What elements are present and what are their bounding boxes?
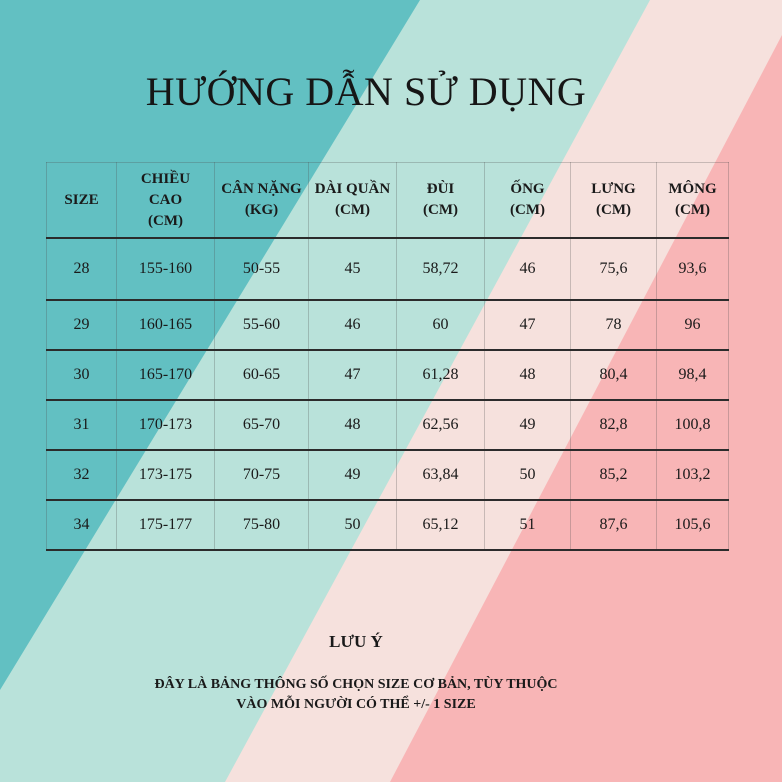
note-line: VÀO MỖI NGƯỜI CÓ THỂ +/- 1 SIZE [236,697,476,712]
column-header-text: (KG) [244,202,279,218]
table-cell-weight: 50-55 [215,238,309,300]
note-title: LƯU Ý [329,632,383,651]
table-cell-thigh: 63,84 [397,450,485,500]
table-row [47,400,729,450]
table-cell-leg-opening: 48 [485,350,571,400]
column-header-text: (CM) [675,202,710,218]
table-cell-hip: 105,6 [657,500,729,550]
column-header-text: CHIỀU [140,170,191,187]
column-header-text: (CM) [596,202,631,218]
column-header-height [117,163,215,239]
table-cell-leg-opening: 47 [485,300,571,350]
table-cell-leg-opening: 46 [485,238,571,300]
table-cell-size: 28 [47,238,117,300]
table-cell-height: 170-173 [117,400,215,450]
table-cell-weight: 60-65 [215,350,309,400]
column-header-text: CÂN NẶNG [221,181,302,197]
table-cell-thigh: 62,56 [397,400,485,450]
table-cell-height: 160-165 [117,300,215,350]
column-header-thigh [397,163,485,239]
table-cell-waist: 78 [571,300,657,350]
column-header-size [47,163,117,239]
table-cell-length: 46 [309,300,397,350]
table-cell-waist: 85,2 [571,450,657,500]
table-row [47,238,729,300]
column-header-text: ỐNG [510,181,545,197]
table-cell-size: 29 [47,300,117,350]
table-cell-height: 173-175 [117,450,215,500]
table-cell-thigh: 61,28 [397,350,485,400]
column-header-weight [215,163,309,239]
column-header-text: MÔNG [668,181,717,197]
table-cell-weight: 70-75 [215,450,309,500]
table-cell-waist: 82,8 [571,400,657,450]
table-cell-waist: 87,6 [571,500,657,550]
table-body [47,238,729,550]
column-header-waist [571,163,657,239]
table-row [47,300,729,350]
table-cell-leg-opening: 50 [485,450,571,500]
table-cell-waist: 75,6 [571,238,657,300]
column-header-text: LƯNG [591,181,636,197]
table-cell-hip: 100,8 [657,400,729,450]
column-header-text: (CM) [510,202,545,218]
table-cell-length: 47 [309,350,397,400]
size-chart-table [46,162,729,551]
table-cell-weight: 75-80 [215,500,309,550]
table-cell-hip: 93,6 [657,238,729,300]
column-header-text: (CM) [423,202,458,218]
table-cell-leg-opening: 49 [485,400,571,450]
table-cell-size: 30 [47,350,117,400]
table-cell-height: 175-177 [117,500,215,550]
table-cell-length: 49 [309,450,397,500]
table-header-row [47,163,729,239]
column-header-text: (CM) [335,202,370,218]
table-cell-thigh: 65,12 [397,500,485,550]
table-cell-length: 48 [309,400,397,450]
table-cell-size: 32 [47,450,117,500]
table-cell-hip: 96 [657,300,729,350]
table-cell-thigh: 60 [397,300,485,350]
table-cell-length: 45 [309,238,397,300]
table-row [47,500,729,550]
table-cell-leg-opening: 51 [485,500,571,550]
column-header-text: CAO [148,191,183,208]
column-header-length [309,163,397,239]
table-cell-hip: 103,2 [657,450,729,500]
note-line: ĐÂY LÀ BẢNG THÔNG SỐ CHỌN SIZE CƠ BẢN, TÙY THUỘC [154,677,558,692]
table-cell-weight: 65-70 [215,400,309,450]
table-cell-hip: 98,4 [657,350,729,400]
table-cell-thigh: 58,72 [397,238,485,300]
table-cell-size: 31 [47,400,117,450]
table-cell-height: 155-160 [117,238,215,300]
table-row [47,450,729,500]
table-cell-waist: 80,4 [571,350,657,400]
page-title: HƯỚNG DẪN SỬ DỤNG [145,69,587,114]
column-header-text: ĐÙI [426,181,455,197]
column-header-text: DÀI QUẦN [314,181,391,197]
column-header-leg-opening [485,163,571,239]
table-cell-size: 34 [47,500,117,550]
column-header-text: (CM) [148,212,183,229]
table-cell-weight: 55-60 [215,300,309,350]
table-cell-length: 50 [309,500,397,550]
table-cell-height: 165-170 [117,350,215,400]
table-row [47,350,729,400]
column-header-hip [657,163,729,239]
column-header-text: SIZE [64,191,99,208]
